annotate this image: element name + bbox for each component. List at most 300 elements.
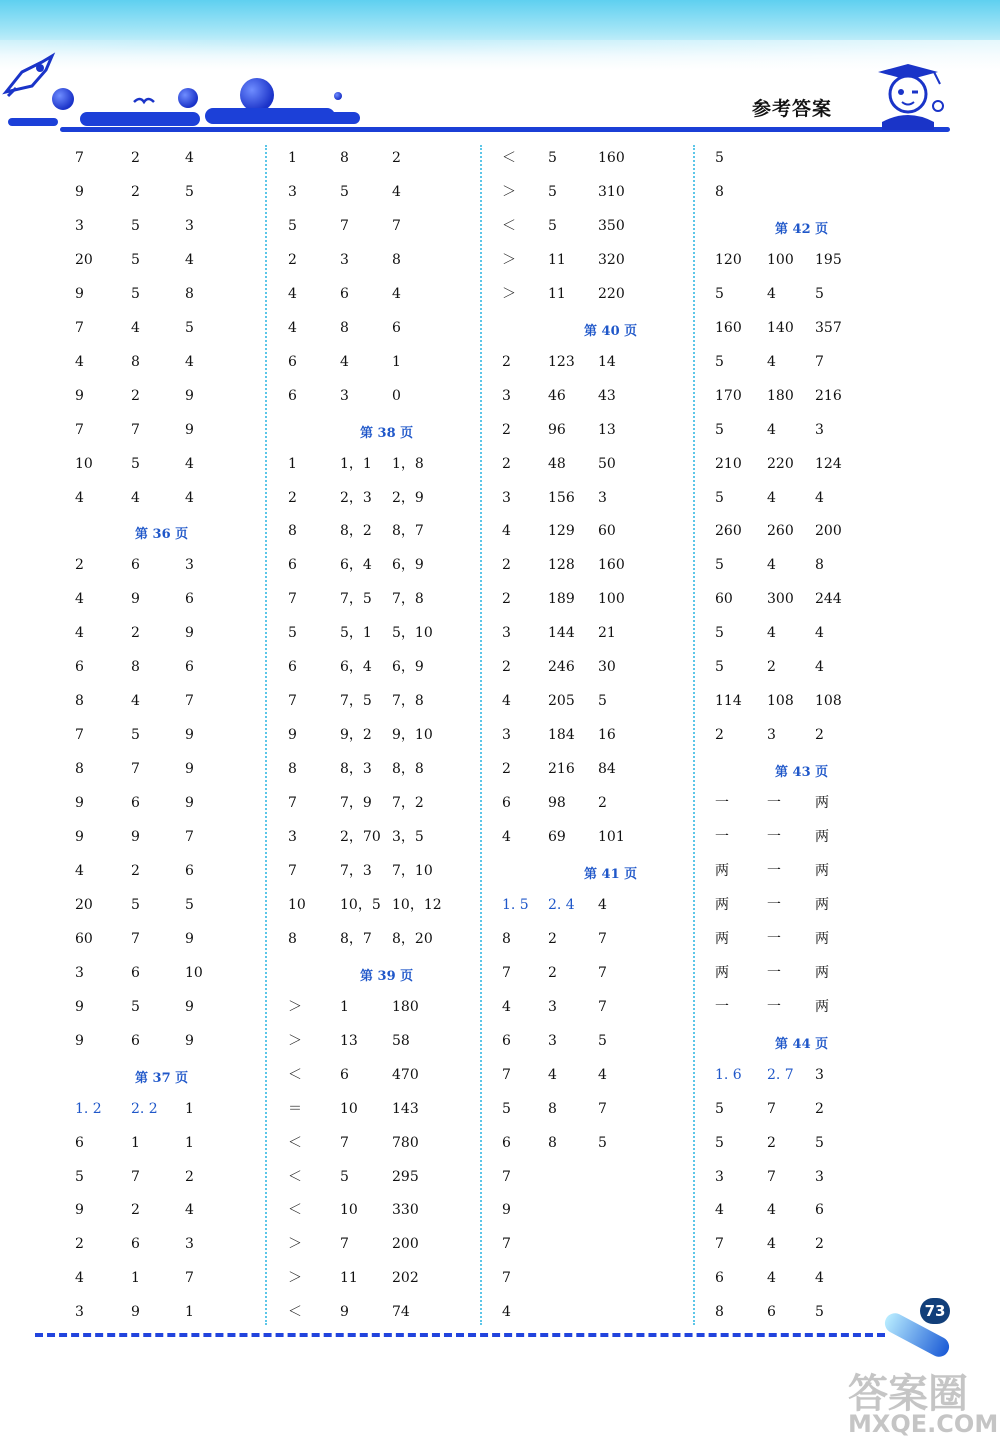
answer-cell: 2，9 [392,489,424,506]
answer-cell: ＜ [288,1066,302,1083]
answer-cell: 2 [131,862,140,879]
answer-cell: 5 [548,217,557,234]
answer-cell: 13 [340,1032,358,1049]
answer-cell: ＜ [502,217,516,234]
answer-cell: 8 [340,150,349,166]
answer-cell: ＞ [288,1270,302,1287]
answer-cell: 8，2 [340,523,372,540]
answer-cell: 8 [815,557,824,574]
column-divider [693,145,695,1325]
answer-cell: 220 [767,455,794,472]
answer-cell: 4 [75,591,84,608]
answer-cell: 9 [502,1202,511,1219]
answer-cell: 114 [715,693,742,710]
answer-cell: 1 [340,998,349,1015]
bird-icon [132,94,156,106]
answer-cell: 两 [815,998,829,1015]
answer-cell: 2 [502,455,511,472]
answer-cell: 4 [131,693,140,710]
answer-cell: 5 [548,150,557,166]
answer-cell: 3 [715,1168,724,1185]
answer-cell: 69 [548,829,566,845]
answer-cell: 8，7 [392,523,424,540]
answer-cell: 4 [815,489,824,506]
answer-cell: 7 [75,727,84,744]
answer-cell: 2 [502,591,511,608]
answer-cell: 3 [502,727,511,744]
answer-cell: 5 [715,421,724,438]
student-mascot-icon [868,62,948,132]
answer-cell: 9 [131,829,140,845]
answer-cell: 1 [131,1270,140,1287]
answer-cell: 7 [767,1168,776,1185]
answer-cell: 74 [392,1304,410,1321]
answer-cell: 5 [185,183,194,200]
answer-cell: 96 [548,421,566,438]
section-heading: 第 41 页 [584,866,638,882]
answer-cell: 6 [502,795,511,812]
answer-cell: 一 [715,829,729,845]
answer-cell: 4 [75,489,84,506]
answer-cell: 6 [131,964,140,981]
answer-cell: 6 [288,659,297,676]
answer-cell: 30 [598,659,616,676]
answer-cell: 2 [288,489,297,506]
answer-cell: 7 [185,1270,194,1287]
answer-cell: 1，1 [340,455,372,472]
answer-cell: 300 [767,591,794,608]
cloud-decoration [8,118,58,126]
answer-cell: 4 [185,489,194,506]
answer-cell: 7 [185,693,194,710]
section-heading: 第 38 页 [360,425,414,441]
answer-cell: 6 [131,1032,140,1049]
answer-cell: 9 [185,387,194,404]
answer-cell: 8 [715,183,724,200]
answer-cell: 1 [185,1134,194,1151]
answer-cell: 6，4 [340,557,372,574]
answer-cell: 8，3 [340,761,372,778]
answer-cell: 6 [288,387,297,404]
answer-cell: 6 [767,1304,776,1321]
footer-dashed-line [35,1333,885,1337]
answer-cell: 两 [815,862,829,879]
answer-cell: 4 [767,421,776,438]
answer-cell: 2 [75,557,84,574]
answer-cell: 5 [548,183,557,200]
answer-cell: 3 [502,625,511,642]
answer-cell: 260 [767,523,794,540]
star-icon [334,92,342,100]
page-number: 73 [920,1298,950,1324]
answer-cell: 4 [75,1270,84,1287]
answer-cell: 6 [75,659,84,676]
answer-cell: 200 [815,523,842,540]
answer-cell: 3 [288,183,297,200]
answer-cell: 9 [185,930,194,947]
answer-cell: 9 [75,183,84,200]
answer-cell: 4 [288,319,297,336]
answer-cell: 5 [340,183,349,200]
answer-cell: 1 [185,1304,194,1321]
answer-cell: 8 [75,761,84,778]
answer-cell: 6 [340,1066,349,1083]
answer-cell: 7，3 [340,862,372,879]
answer-cell: 20 [75,896,93,913]
answer-cell: 9 [75,829,84,845]
answer-cell: 4 [185,150,194,166]
answer-cell: 5 [715,659,724,676]
answer-cell: 3，5 [392,829,424,845]
answer-cell: 9 [75,998,84,1015]
answer-cell: 两 [815,896,829,913]
answer-cell: 8 [131,659,140,676]
answer-cell: 3 [598,489,607,506]
answer-cell: 350 [598,217,625,234]
answer-cell: 9 [288,727,297,744]
answer-cell: 0 [392,387,401,404]
answer-cell: ＞ [288,998,302,1015]
answer-cell: 6 [185,659,194,676]
answer-cell: 2 [392,150,401,166]
answer-cell: 10 [340,1100,358,1117]
answer-cell: 6 [288,557,297,574]
answer-cell: 2 [502,659,511,676]
answer-cell: 246 [548,659,575,676]
answer-cell: 2 [131,150,140,166]
answer-cell: 7，5 [340,693,372,710]
answer-cell: 8 [288,930,297,947]
answer-cell: 8 [288,523,297,540]
answer-cell: 7，9 [340,795,372,812]
answer-cell: 7 [598,964,607,981]
answer-cell: 144 [548,625,575,642]
answer-cell: 100 [598,591,625,608]
answer-cell: 10 [288,896,306,913]
answer-cell: 2 [548,930,557,947]
answer-cell: 4 [815,1270,824,1287]
answer-cell: 184 [548,727,575,744]
answer-cell: 5 [715,353,724,370]
answer-cell: 4 [185,251,194,268]
answer-cell: 3 [185,557,194,574]
answer-cell: 7 [598,1100,607,1117]
answer-cell: 1 [288,150,297,166]
answer-cell: 4 [598,896,607,913]
cloud-decoration [300,112,360,124]
answer-cell: 210 [715,455,742,472]
answer-cell: 295 [392,1168,419,1185]
answer-cell: 2 [815,727,824,744]
answer-cell: 3 [340,387,349,404]
answer-cell: 129 [548,523,575,540]
answer-cell: 216 [548,761,575,778]
answer-cell: 8，7 [340,930,372,947]
answer-cell: 7 [502,1066,511,1083]
answer-cell: 一 [767,829,781,845]
answer-cell: ＞ [288,1236,302,1253]
answer-cell: 4 [340,353,349,370]
rocket-icon [2,52,60,102]
column-divider [480,145,482,1325]
answer-cell: 7，8 [392,591,424,608]
section-heading: 第 44 页 [775,1036,829,1052]
header-divider [60,127,950,132]
answer-cell: 7 [815,353,824,370]
answer-cell: 8 [548,1134,557,1151]
answer-cell: 5，10 [392,625,433,642]
answer-cell: 98 [548,795,566,812]
answer-cell: 7，5 [340,591,372,608]
answer-cell: 1 [185,1100,194,1117]
answer-cell: 6 [502,1134,511,1151]
answer-cell: 2. 4 [548,896,575,913]
answer-cell: 5 [598,1134,607,1151]
answer-cell: 14 [598,353,616,370]
answer-cell: 7 [75,150,84,166]
answer-cell: 5 [185,319,194,336]
answer-cell: 两 [815,829,829,845]
answer-cell: 1 [131,1134,140,1151]
answer-cell: 5 [815,1134,824,1151]
answer-cell: 4 [185,455,194,472]
answer-cell: 6 [185,862,194,879]
answer-cell: 60 [598,523,616,540]
answer-cell: 7 [502,1270,511,1287]
answer-cell: 120 [715,251,742,268]
answer-cell: 6 [131,795,140,812]
answer-cell: 4 [131,489,140,506]
answer-cell: 2. 2 [131,1100,158,1117]
answer-cell: 189 [548,591,575,608]
answer-cell: 9 [185,625,194,642]
answer-cell: 2 [131,387,140,404]
answer-cell: ＞ [288,1032,302,1049]
section-heading: 第 39 页 [360,968,414,984]
answer-cell: 7 [767,1100,776,1117]
answer-cell: 9 [131,591,140,608]
answer-cell: 一 [767,930,781,947]
answer-cell: 1，8 [392,455,424,472]
answer-cell: 1. 6 [715,1066,742,1083]
answer-cell: 8，20 [392,930,433,947]
answer-cell: 5 [815,285,824,302]
answer-cell: 7 [131,1168,140,1185]
answer-cell: 5 [75,1168,84,1185]
answer-cell: 9 [75,795,84,812]
answer-cell: 100 [767,251,794,268]
answer-cell: ＞ [502,251,516,268]
answer-cell: 180 [767,387,794,404]
answer-cell: 两 [815,930,829,947]
answer-cell: 7 [598,930,607,947]
answer-cell: 9 [185,795,194,812]
answer-cell: 7 [502,1168,511,1185]
answer-cell: 7 [75,319,84,336]
answer-cell: 4 [767,285,776,302]
answer-cell: 2 [598,795,607,812]
answer-cell: 3 [288,829,297,845]
answer-cell: 7 [185,829,194,845]
answer-cell: 2. 7 [767,1066,794,1083]
answer-cell: 4 [815,625,824,642]
answer-cell: 2 [715,727,724,744]
answer-cell: 124 [815,455,842,472]
section-heading: 第 43 页 [775,765,829,781]
answer-cell: 9 [75,1032,84,1049]
answer-cell: 两 [715,964,729,981]
answer-cell: 一 [767,964,781,981]
answer-cell: 108 [767,693,794,710]
answer-cell: 60 [715,591,733,608]
answer-cell: 两 [715,930,729,947]
answer-cell: ＞ [502,285,516,302]
answer-cell: 1 [288,455,297,472]
answer-cell: 2 [288,251,297,268]
answer-cell: 11 [548,285,566,302]
answer-cell: 6 [392,319,401,336]
answer-cell: 6 [185,591,194,608]
answer-cell: 5 [131,251,140,268]
answer-cell: 两 [815,964,829,981]
answer-cell: 9，2 [340,727,372,744]
answer-cell: 两 [715,896,729,913]
answer-cell: 4 [715,1202,724,1219]
answer-cell: 220 [598,285,625,302]
planet-icon [52,88,74,110]
answer-cell: 205 [548,693,575,710]
answer-cell: 一 [715,795,729,812]
answer-cell: 一 [767,998,781,1015]
answer-cell: 3 [767,727,776,744]
answer-cell: 260 [715,523,742,540]
answer-cell: 244 [815,591,842,608]
answer-cell: 3 [548,998,557,1015]
answer-cell: 160 [598,557,625,574]
answer-cell: 7 [131,930,140,947]
answer-cell: 4 [502,998,511,1015]
answer-cell: 一 [767,896,781,913]
answer-cell: 5 [598,693,607,710]
answer-cell: 60 [75,930,93,947]
answer-cell: 5 [815,1304,824,1321]
answer-cell: 5 [288,625,297,642]
answer-cell: 58 [392,1032,410,1049]
answer-cell: 156 [548,489,575,506]
answer-cell: 7 [392,217,401,234]
answer-cell: 7 [340,1236,349,1253]
answer-cell: 5 [715,489,724,506]
answer-cell: 10，12 [392,896,442,913]
answer-cell: 7，8 [392,693,424,710]
answer-cell: 4 [392,183,401,200]
answer-cell: 2 [502,761,511,778]
answer-cell: 7 [288,795,297,812]
answer-cell: 4 [502,1304,511,1321]
answer-cell: 11 [548,251,566,268]
answer-cell: 5 [715,625,724,642]
answer-cell: 2 [502,557,511,574]
answer-cell: 4 [502,523,511,540]
answer-cell: 2 [815,1236,824,1253]
cloud-decoration [80,112,200,126]
answer-cell: 2，70 [340,829,381,845]
answer-cell: 4 [75,862,84,879]
answer-cell: 7 [502,964,511,981]
answer-cell: 2 [815,1100,824,1117]
answer-cell: 9，10 [392,727,433,744]
answer-cell: 7 [340,1134,349,1151]
answer-cell: 1. 5 [502,896,529,913]
answer-cell: 48 [548,455,566,472]
answer-cell: 4 [767,353,776,370]
answer-cell: 6 [502,1032,511,1049]
answer-cell: 3 [502,387,511,404]
answer-cell: 10 [75,455,93,472]
planet-icon [178,88,198,108]
answer-cell: 10，5 [340,896,381,913]
answer-cell: 2 [767,1134,776,1151]
answer-cell: 84 [598,761,616,778]
answer-cell: 11 [340,1270,358,1287]
answer-cell: 5 [502,1100,511,1117]
answer-cell: 5 [131,727,140,744]
answer-cell: 8 [340,319,349,336]
answer-cell: 9 [185,727,194,744]
answer-cell: 5 [131,217,140,234]
answer-cell: 330 [392,1202,419,1219]
answer-cell: 8 [131,353,140,370]
answer-cell: 1 [392,353,401,370]
answer-cell: 3 [75,217,84,234]
answer-cell: 7 [131,761,140,778]
answer-cell: 9 [75,285,84,302]
answer-cell: 2 [75,1236,84,1253]
page-header [0,0,1000,140]
answer-cell: 4 [392,285,401,302]
answer-cell: 20 [75,251,93,268]
answer-cell: ＜ [288,1202,302,1219]
answer-cell: 3 [185,217,194,234]
answer-cell: 8 [288,761,297,778]
answer-cell: 7 [340,217,349,234]
answer-cell: ＜ [288,1134,302,1151]
answer-cell: 160 [715,319,742,336]
answer-cell: 46 [548,387,566,404]
answer-cell: 2 [548,964,557,981]
answer-cell: 5 [131,998,140,1015]
answer-cell: 108 [815,693,842,710]
answer-cell: 一 [767,795,781,812]
answer-cell: 10 [340,1202,358,1219]
answer-cell: 4 [598,1066,607,1083]
answer-cell: 两 [815,795,829,812]
answer-cell: 3 [815,1066,824,1083]
answer-cell: 6 [131,1236,140,1253]
answer-cell: 202 [392,1270,419,1287]
answer-cell: 5 [715,1134,724,1151]
answer-cell: 780 [392,1134,419,1151]
answer-cell: 5 [131,896,140,913]
answer-cell: ＜ [288,1168,302,1185]
answer-cell: 3 [502,489,511,506]
answer-cell: 143 [392,1100,419,1117]
answer-cell: 5 [715,557,724,574]
answer-cell: 5 [185,896,194,913]
answer-cell: 6，9 [392,557,424,574]
answer-cell: 3 [815,1168,824,1185]
answer-cell: 4 [767,489,776,506]
